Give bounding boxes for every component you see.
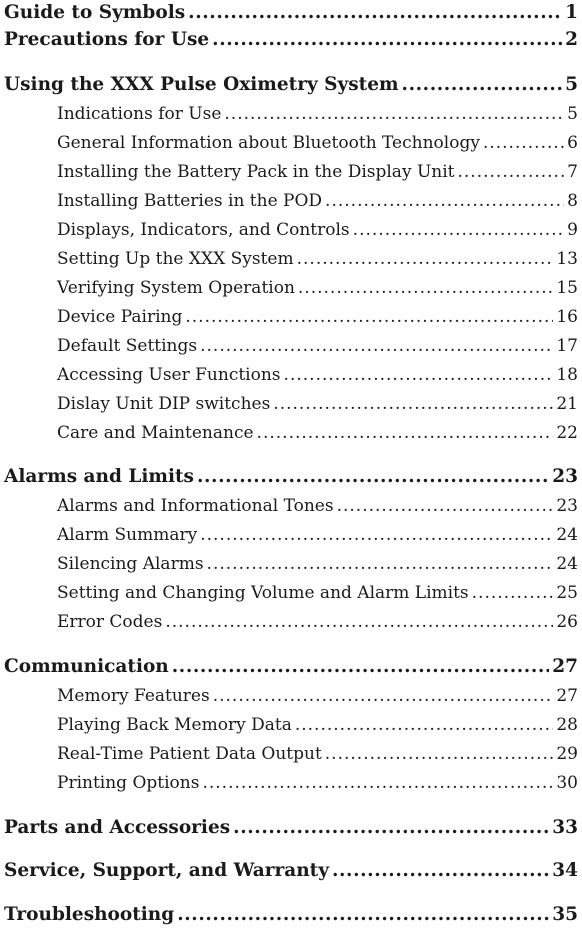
toc-subsection-entry[interactable] <box>0 610 582 634</box>
toc-subsection-entry[interactable] <box>0 189 582 213</box>
toc-entry-title: Printing Options <box>57 773 200 793</box>
toc-subsection-entry[interactable] <box>0 305 582 329</box>
toc-subsection-entry[interactable] <box>0 131 582 155</box>
dot-leader <box>185 305 553 329</box>
dot-leader <box>172 654 549 680</box>
toc-entry-page-number: 34 <box>552 860 578 881</box>
toc-entry-page-number: 9 <box>567 220 578 240</box>
toc-entry-title: Memory Features <box>57 686 210 706</box>
toc-entry-title: Setting and Changing Volume and Alarm Limits <box>57 583 469 603</box>
toc-entry-page-number: 5 <box>565 74 578 95</box>
toc-subsection-entry[interactable] <box>0 334 582 358</box>
toc-entry-page-number: 26 <box>556 612 578 632</box>
toc-entry-title: Real-Time Patient Data Output <box>57 744 322 764</box>
toc-entry-page-number: 6 <box>567 133 578 153</box>
toc-entry-page-number: 25 <box>556 583 578 603</box>
toc-entry-page-number: 21 <box>556 394 578 414</box>
toc-subsection-entry[interactable] <box>0 552 582 576</box>
dot-leader <box>212 27 562 53</box>
toc-section-entry[interactable] <box>0 902 582 928</box>
toc-entry-page-number: 23 <box>552 466 578 487</box>
toc-entry-title: Playing Back Memory Data <box>57 715 292 735</box>
toc-entry-page-number: 22 <box>556 423 578 443</box>
toc-entry-title: Displays, Indicators, and Controls <box>57 220 350 240</box>
toc-subsection-entry[interactable] <box>0 392 582 416</box>
dot-leader <box>165 610 553 634</box>
dot-leader <box>257 421 554 445</box>
dot-leader <box>177 902 549 928</box>
toc-entry-title: Error Codes <box>57 612 163 632</box>
toc-subsection-entry[interactable] <box>0 247 582 271</box>
toc-entry-page-number: 15 <box>556 278 578 298</box>
toc-subsection-entry[interactable] <box>0 523 582 547</box>
toc-entry-title: Care and Maintenance <box>57 423 254 443</box>
toc-entry-page-number: 17 <box>556 336 578 356</box>
dot-leader <box>325 742 554 766</box>
toc-entry-page-number: 27 <box>552 656 578 677</box>
toc-subsection-entry[interactable] <box>0 581 582 605</box>
toc-section-entry[interactable] <box>0 27 582 53</box>
dot-leader <box>233 815 549 841</box>
toc-entry-page-number: 24 <box>556 525 578 545</box>
dot-leader <box>353 218 565 242</box>
toc-entry-title: Device Pairing <box>57 307 183 327</box>
toc-subsection-entry[interactable] <box>0 160 582 184</box>
toc-section-entry[interactable] <box>0 0 582 26</box>
toc-entry-title: Installing the Battery Pack in the Display Unit <box>57 162 455 182</box>
dot-leader <box>483 131 564 155</box>
toc-entry-page-number: 2 <box>565 29 578 50</box>
toc-section-entry[interactable] <box>0 815 582 841</box>
dot-leader <box>188 0 562 26</box>
toc-entry-page-number: 7 <box>567 162 578 182</box>
toc-entry-title: Accessing User Functions <box>57 365 281 385</box>
toc-subsection-entry[interactable] <box>0 742 582 766</box>
toc-subsection-entry[interactable] <box>0 713 582 737</box>
dot-leader <box>458 160 565 184</box>
toc-entry-title: Indications for Use <box>57 104 222 124</box>
toc-section-entry[interactable] <box>0 858 582 884</box>
toc-entry-page-number: 23 <box>556 496 578 516</box>
toc-entry-title: General Information about Bluetooth Technology <box>57 133 480 153</box>
toc-entry-page-number: 1 <box>565 2 578 23</box>
toc-entry-title: Precautions for Use <box>4 29 210 50</box>
toc-entry-title: Default Settings <box>57 336 198 356</box>
dot-leader <box>207 552 554 576</box>
toc-entry-page-number: 27 <box>556 686 578 706</box>
toc-entry-page-number: 5 <box>567 104 578 124</box>
toc-entry-title: Verifying System Operation <box>57 278 295 298</box>
dot-leader <box>332 858 549 884</box>
dot-leader <box>298 276 553 300</box>
toc-subsection-entry[interactable] <box>0 102 582 126</box>
dot-leader <box>325 189 564 213</box>
toc-section-entry[interactable] <box>0 464 582 490</box>
dot-leader <box>202 771 553 795</box>
toc-entry-title: Using the XXX Pulse Oximetry System <box>4 74 399 95</box>
dot-leader <box>295 713 554 737</box>
toc-entry-title: Parts and Accessories <box>4 817 231 838</box>
toc-entry-title: Silencing Alarms <box>57 554 204 574</box>
toc-entry-title: Communication <box>4 656 169 677</box>
toc-subsection-entry[interactable] <box>0 494 582 518</box>
toc-entry-title: Alarms and Limits <box>4 466 194 487</box>
dot-leader <box>273 392 553 416</box>
toc-subsection-entry[interactable] <box>0 218 582 242</box>
dot-leader <box>402 72 563 98</box>
dot-leader <box>284 363 554 387</box>
toc-subsection-entry[interactable] <box>0 771 582 795</box>
toc-entry-page-number: 24 <box>556 554 578 574</box>
toc-subsection-entry[interactable] <box>0 421 582 445</box>
toc-entry-title: Guide to Symbols <box>4 2 186 23</box>
toc-entry-page-number: 35 <box>552 904 578 925</box>
toc-entry-page-number: 13 <box>556 249 578 269</box>
toc-entry-title: Alarm Summary <box>57 525 198 545</box>
toc-entry-page-number: 30 <box>556 773 578 793</box>
dot-leader <box>200 334 553 358</box>
toc-entry-page-number: 8 <box>567 191 578 211</box>
toc-subsection-entry[interactable] <box>0 684 582 708</box>
toc-subsection-entry[interactable] <box>0 276 582 300</box>
dot-leader <box>200 523 553 547</box>
toc-entry-page-number: 29 <box>556 744 578 764</box>
toc-entry-title: Setting Up the XXX System <box>57 249 294 269</box>
toc-entry-title: Installing Batteries in the POD <box>57 191 323 211</box>
toc-entry-title: Alarms and Informational Tones <box>57 496 334 516</box>
toc-section-entry[interactable] <box>0 654 582 680</box>
dot-leader <box>297 247 554 271</box>
dot-leader <box>213 684 554 708</box>
toc-entry-page-number: 18 <box>556 365 578 385</box>
toc-entry-page-number: 28 <box>556 715 578 735</box>
toc-subsection-entry[interactable] <box>0 363 582 387</box>
dot-leader <box>224 102 564 126</box>
toc-entry-title: Troubleshooting <box>4 904 175 925</box>
toc-section-entry[interactable] <box>0 72 582 98</box>
toc-entry-title: Service, Support, and Warranty <box>4 860 329 881</box>
dot-leader <box>197 464 549 490</box>
toc-entry-title: Dislay Unit DIP switches <box>57 394 271 414</box>
toc-entry-page-number: 16 <box>556 307 578 327</box>
dot-leader <box>472 581 554 605</box>
dot-leader <box>337 494 554 518</box>
toc-entry-page-number: 33 <box>552 817 578 838</box>
